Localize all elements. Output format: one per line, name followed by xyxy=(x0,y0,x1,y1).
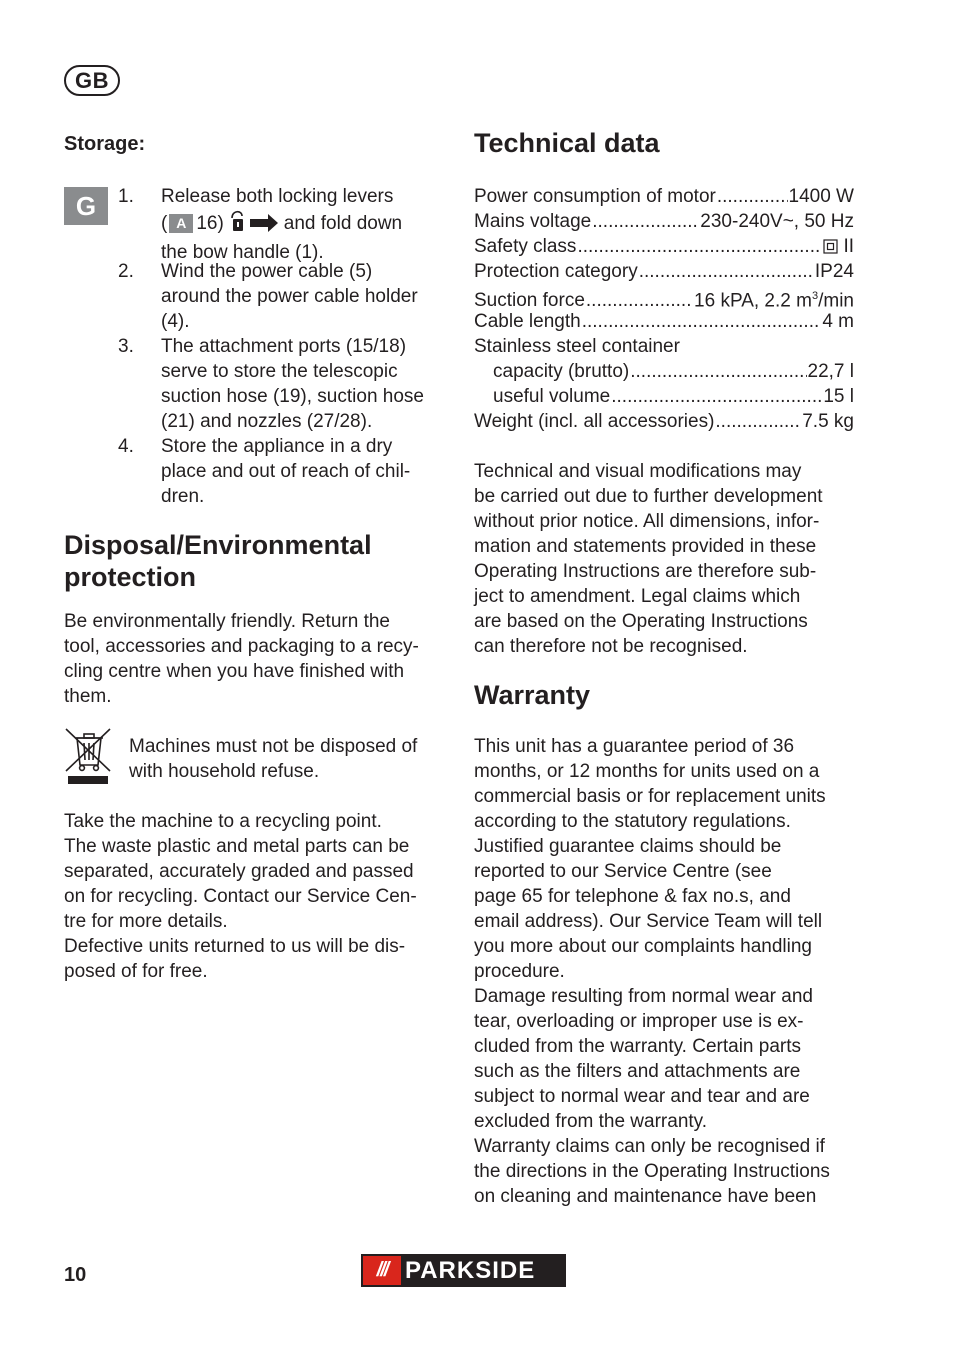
leader-dots xyxy=(611,384,822,409)
paragraph-line: posed of for free. xyxy=(64,961,208,982)
spec-value-text: 16 kPA, 2.2 m xyxy=(694,290,812,312)
paragraph-line: them. xyxy=(64,686,112,707)
step-line: place and out of reach of chil- xyxy=(161,461,411,482)
step-line: (4). xyxy=(161,311,190,332)
paragraph-line: Defective units returned to us will be dis- xyxy=(64,936,406,957)
paragraph-line: mation and statements provided in these xyxy=(474,536,817,557)
paragraph-line: months, or 12 months for units used on a xyxy=(474,761,820,782)
language-badge: GB xyxy=(64,65,120,96)
spec-value xyxy=(802,409,854,434)
spec-row xyxy=(474,284,854,312)
spec-row xyxy=(474,309,854,334)
paragraph-line: cluded from the warranty. Certain parts xyxy=(474,1036,802,1057)
paragraph-line: tre for more details. xyxy=(64,911,228,932)
spec-row xyxy=(474,359,854,384)
spec-row xyxy=(474,334,854,359)
warranty-heading: Warranty xyxy=(474,680,591,710)
side-marker-g: G xyxy=(64,187,108,225)
step-number: 1. xyxy=(118,186,134,207)
technical-data-heading: Technical data xyxy=(474,128,660,158)
protection-class-ii-icon xyxy=(823,236,838,261)
paragraph-line: email address). Our Service Team will tell xyxy=(474,911,823,932)
spec-row xyxy=(474,259,854,284)
paragraph-line: can therefore not be recognised. xyxy=(474,636,748,657)
disposal-heading-line-1: Disposal/Environmental xyxy=(64,530,372,560)
step-text xyxy=(161,184,461,265)
page-number: 10 xyxy=(64,1264,87,1286)
spec-value xyxy=(822,309,854,334)
paragraph-line: with household refuse. xyxy=(129,761,320,782)
paragraph-line: Be environmentally friendly. Return the xyxy=(64,611,390,632)
spec-label: Weight (incl. all accessories) xyxy=(474,411,715,432)
figure-tag: A xyxy=(169,214,193,233)
spec-value-text: 15 l xyxy=(823,386,854,407)
leader-dots xyxy=(577,234,822,259)
step-line: suction hose (19), suction hose xyxy=(161,386,424,407)
leader-dots xyxy=(592,209,699,234)
spec-value-text: 230-240V~, 50 Hz xyxy=(700,211,854,232)
spec-value-sup: 3 xyxy=(811,290,819,302)
spec-row xyxy=(474,384,854,409)
step-line: dren. xyxy=(161,486,205,507)
spec-label: useful volume xyxy=(493,386,611,407)
leader-dots xyxy=(639,259,814,284)
paragraph-line: Take the machine to a recycling point. xyxy=(64,811,382,832)
step-line: serve to store the telescopic xyxy=(161,361,398,382)
paragraph-line: are based on the Operating Instructions xyxy=(474,611,808,632)
leader-dots xyxy=(582,309,822,334)
step-line: Wind the power cable (5) xyxy=(161,261,373,282)
disposal-paragraph xyxy=(64,609,454,709)
spec-label: Power consumption of motor xyxy=(474,186,716,207)
spec-value xyxy=(789,184,854,209)
paragraph-line: without prior notice. All dimensions, infor- xyxy=(474,511,820,532)
paragraph-line: on cleaning and maintenance have been xyxy=(474,1186,817,1207)
spec-value-text: IP24 xyxy=(814,261,854,282)
modifications-paragraph xyxy=(474,459,864,659)
paragraph-line: Technical and visual modifications may xyxy=(474,461,802,482)
brand-name: PARKSIDE xyxy=(405,1256,536,1284)
spec-label: Protection category xyxy=(474,261,638,282)
paragraph-line: the directions in the Operating Instructions xyxy=(474,1161,830,1182)
spec-value-text: 7.5 kg xyxy=(802,411,854,432)
paragraph-line: Warranty claims can only be recognised if xyxy=(474,1136,825,1157)
paragraph-line: reported to our Service Centre (see xyxy=(474,861,772,882)
paragraph-line: excluded from the warranty. xyxy=(474,1111,708,1132)
unlock-arrow-icon xyxy=(228,209,280,240)
spec-value-text: 1400 W xyxy=(788,186,854,207)
disposal-heading-line-2: protection xyxy=(64,562,196,592)
step-text xyxy=(161,434,461,509)
step-number: 4. xyxy=(118,436,134,457)
spec-label: Mains voltage xyxy=(474,211,592,232)
spec-row xyxy=(474,409,854,434)
step-line: Store the appliance in a dry xyxy=(161,436,393,457)
spec-row xyxy=(474,184,854,209)
storage-heading: Storage: xyxy=(64,133,146,155)
paragraph-line: Justified guarantee claims should be xyxy=(474,836,782,857)
spec-label: Suction force xyxy=(474,290,585,312)
paragraph-line: according to the statutory regulations. xyxy=(474,811,791,832)
step-text xyxy=(161,259,461,334)
step-line: the bow handle (1). xyxy=(161,242,324,263)
storage-steps xyxy=(118,184,458,514)
recycling-paragraph xyxy=(64,809,459,984)
step-number: 3. xyxy=(118,336,134,357)
spec-label: Stainless steel container xyxy=(474,336,680,357)
paragraph-line: you more about our complaints handling xyxy=(474,936,812,957)
paragraph-line: This unit has a guarantee period of 36 xyxy=(474,736,795,757)
step-line: The attachment ports (15/18) xyxy=(161,336,407,357)
step-line: (21) and nozzles (27/28). xyxy=(161,411,373,432)
paragraph-line: procedure. xyxy=(474,961,565,982)
spec-row xyxy=(474,234,854,259)
spec-value-text: 22,7 l xyxy=(807,361,854,382)
paragraph-line: separated, accurately graded and passed xyxy=(64,861,414,882)
step-line: Release both locking levers xyxy=(161,186,394,207)
paragraph-line: Machines must not be disposed of xyxy=(129,736,418,757)
paragraph-line: tool, accessories and packaging to a recy- xyxy=(64,636,419,657)
leader-dots xyxy=(630,359,806,384)
open-paren: ( xyxy=(161,213,168,234)
step-line: around the power cable holder xyxy=(161,286,418,307)
paragraph-line: subject to normal wear and tear and are xyxy=(474,1086,810,1107)
spec-row xyxy=(474,209,854,234)
spec-label: capacity (brutto) xyxy=(493,361,630,382)
paragraph-line: tear, overloading or improper use is ex- xyxy=(474,1011,804,1032)
spec-value xyxy=(823,234,854,261)
technical-data-table xyxy=(474,184,854,439)
step-number: 2. xyxy=(118,261,134,282)
brand-slashes: /// xyxy=(363,1256,401,1285)
paragraph-line: on for recycling. Contact our Service Cen- xyxy=(64,886,417,907)
parkside-logo xyxy=(361,1254,566,1287)
spec-value xyxy=(808,359,854,384)
step-text xyxy=(161,334,461,434)
paragraph-line: be carried out due to further development xyxy=(474,486,823,507)
step-line xyxy=(161,209,461,240)
weee-note xyxy=(129,734,459,784)
disposal-heading xyxy=(64,529,372,593)
paragraph-line: The waste plastic and metal parts can be xyxy=(64,836,410,857)
spec-value-tail: /min xyxy=(818,290,854,312)
spec-value xyxy=(823,384,854,409)
spec-value xyxy=(700,209,854,234)
spec-value-text: II xyxy=(843,236,854,257)
crossed-out-bin-icon xyxy=(64,727,114,785)
spec-label: Safety class xyxy=(474,236,577,257)
leader-dots xyxy=(715,409,801,434)
leader-dots xyxy=(717,184,788,209)
paragraph-line: cling centre when you have finished with xyxy=(64,661,405,682)
step-line-tail: and fold down xyxy=(283,213,403,234)
paragraph-line: commercial basis or for replacement units xyxy=(474,786,826,807)
spec-value-text: 4 m xyxy=(822,311,854,332)
warranty-paragraph xyxy=(474,734,874,1209)
spec-label: Cable length xyxy=(474,311,581,332)
paragraph-line: page 65 for telephone & fax no.s, and xyxy=(474,886,791,907)
paragraph-line: Operating Instructions are therefore sub- xyxy=(474,561,817,582)
figure-ref: 16) xyxy=(196,213,224,234)
spec-value xyxy=(815,259,854,284)
paragraph-line: such as the filters and attachments are xyxy=(474,1061,801,1082)
paragraph-line: Damage resulting from normal wear and xyxy=(474,986,813,1007)
paragraph-line: ject to amendment. Legal claims which xyxy=(474,586,801,607)
